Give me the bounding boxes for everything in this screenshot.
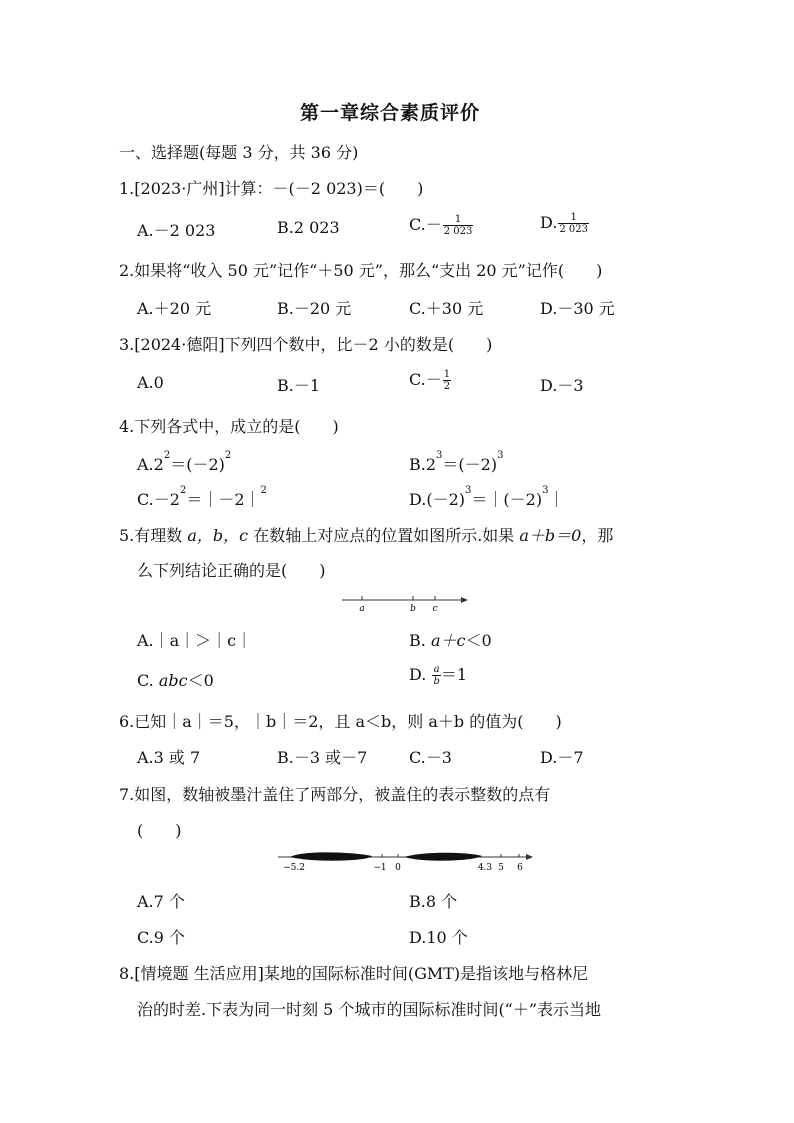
q1-d-prefix: D. (540, 213, 558, 232)
q5-option-a: A.｜a｜＞｜c｜ (137, 631, 253, 650)
q4-a-exp2: 2 (224, 450, 232, 461)
question-7-stem-line2: ( ) (137, 821, 182, 840)
q4-c-mid: ＝｜－2｜ (186, 490, 261, 509)
q4-d-end: ｜ (548, 490, 565, 509)
question-7-stem-line1: 7.如图，数轴被墨汁盖住了两部分，被盖住的表示整数的点有 (119, 785, 551, 804)
q7-label-neg5-2: −5.2 (283, 863, 305, 873)
q1-d-denominator: 2 023 (559, 224, 588, 235)
q5-number-line (338, 590, 472, 614)
q5-stem-c: ，那 (581, 526, 614, 545)
q5-b-rel: ＜0 (465, 631, 492, 650)
q1-d-numerator: 1 (570, 212, 577, 223)
q1-option-a: A.－2 023 (137, 221, 216, 240)
q2-option-b: B.－20 元 (277, 299, 352, 318)
q5-stem-vars: a，b，c (187, 526, 249, 545)
q3-option-d: D.－3 (540, 376, 584, 395)
q6-option-c: C.－3 (409, 748, 452, 767)
q4-option-b (409, 452, 503, 475)
q4-b-base: B.2 (409, 455, 437, 474)
q4-b-exp2: 3 (497, 450, 504, 461)
q3-option-c (409, 367, 451, 392)
q7-label-0: 0 (395, 863, 401, 873)
q1-option-d (540, 212, 589, 235)
q5-c-expr: abc (158, 671, 188, 690)
q7-ink-blot-left (290, 852, 372, 860)
question-5-stem-line1 (119, 523, 613, 546)
q5-d-prefix: D. (409, 665, 432, 684)
q1-d-fraction (558, 212, 589, 235)
q5-b-expr: a＋c (430, 631, 466, 650)
q7-label-neg1: −1 (373, 863, 387, 873)
q7-option-b: B.8 个 (409, 892, 458, 911)
q3-c-numerator: 1 (443, 369, 451, 380)
q5-stem-b: 在数轴上对应点的位置如图所示.如果 (248, 526, 520, 545)
q4-d-exp2: 3 (542, 485, 549, 496)
q4-a-base: A.2 (137, 455, 164, 474)
q7-label-4-3: 4.3 (477, 863, 493, 873)
q1-c-fraction (443, 214, 474, 237)
q7-label-5: 5 (498, 863, 504, 873)
q4-c-exp2: 2 (260, 485, 267, 496)
q3-c-prefix: C.－ (409, 370, 442, 389)
q1-c-denominator: 2 023 (443, 226, 473, 237)
q5-c-prefix: C. (137, 671, 159, 690)
q7-option-c: C.9 个 (137, 928, 186, 947)
question-1-stem: 1.[2023·广州]计算：－(－2 023)＝( ) (119, 179, 424, 198)
q5-option-b (409, 628, 492, 651)
q4-d-mid: ＝｜(－2) (471, 490, 543, 509)
q3-c-fraction (443, 369, 451, 392)
q7-option-a: A.7 个 (137, 892, 185, 911)
q4-a-exp: 2 (163, 450, 171, 461)
q7-ink-blot-right (404, 853, 482, 861)
q4-option-a (137, 452, 231, 475)
q4-option-c (137, 487, 267, 510)
page-title: 第一章综合素质评价 (300, 102, 481, 124)
q3-c-denominator: 2 (443, 381, 451, 392)
q4-option-d (409, 487, 564, 510)
q5-option-d (409, 662, 467, 687)
question-8-stem-line1: 8.[情境题 生活应用]某地的国际标准时间(GMT)是指该地与格林尼 (119, 964, 589, 983)
q3-option-b: B.－1 (277, 376, 321, 395)
q4-d-exp: 3 (465, 485, 472, 496)
q7-option-d: D.10 个 (409, 928, 468, 947)
question-2-stem: 2.如果将“收入 50 元”记作“＋50 元”，那么“支出 20 元”记作( ) (119, 261, 603, 280)
q7-axis-arrow (526, 854, 533, 860)
question-8-stem-line2: 治的时差.下表为同一时刻 5 个城市的国际标准时间(“＋”表示当地 (137, 1000, 602, 1019)
q3-option-a: A.0 (137, 373, 164, 392)
q5-stem-a: 5.有理数 (119, 526, 188, 545)
q5-b-prefix: B. (409, 631, 431, 650)
q2-option-a: A.＋20 元 (137, 299, 212, 318)
question-3-stem: 3.[2024·德阳]下列四个数中，比－2 小的数是( ) (119, 335, 493, 354)
q1-option-c (409, 212, 473, 237)
question-5-stem-line2: 么下列结论正确的是( ) (137, 561, 326, 580)
q5-d-denominator: b (433, 676, 440, 687)
q5-label-c: c (432, 604, 438, 614)
q5-d-numerator: a (433, 664, 440, 675)
q4-c-exp: 2 (179, 485, 187, 496)
q5-label-b: b (410, 604, 416, 614)
q2-option-d: D.－30 元 (540, 299, 615, 318)
q5-label-a: a (359, 604, 365, 614)
q4-d-base: D.(－2) (409, 490, 466, 509)
q5-option-c (137, 668, 214, 691)
q1-c-numerator: 1 (454, 214, 462, 225)
question-4-stem: 4.下列各式中，成立的是( ) (119, 417, 339, 436)
section-heading: 一、选择题(每题 3 分，共 36 分) (119, 143, 359, 162)
q5-axis-arrow (461, 597, 468, 603)
q5-d-fraction (432, 664, 440, 687)
q6-option-d: D.－7 (540, 748, 584, 767)
q4-b-mid: ＝(－2) (442, 455, 498, 474)
q4-a-mid: ＝(－2) (170, 455, 225, 474)
q2-option-c: C.＋30 元 (409, 299, 484, 318)
q5-stem-eq: a＋b＝0 (519, 526, 582, 545)
q7-label-6: 6 (517, 863, 523, 873)
q5-c-rel: ＜0 (187, 671, 214, 690)
q4-b-exp: 3 (436, 450, 443, 461)
q7-number-line (274, 846, 538, 874)
q1-option-b: B.2 023 (277, 218, 340, 237)
q6-option-b: B.－3 或－7 (277, 748, 368, 767)
q6-option-a: A.3 或 7 (137, 748, 201, 767)
q4-c-base: C.－2 (137, 490, 180, 509)
question-6-stem: 6.已知｜a｜＝5，｜b｜＝2，且 a＜b，则 a＋b 的值为( ) (119, 712, 562, 731)
q5-d-rel: ＝1 (440, 665, 468, 684)
q1-c-prefix: C.－ (409, 215, 442, 234)
